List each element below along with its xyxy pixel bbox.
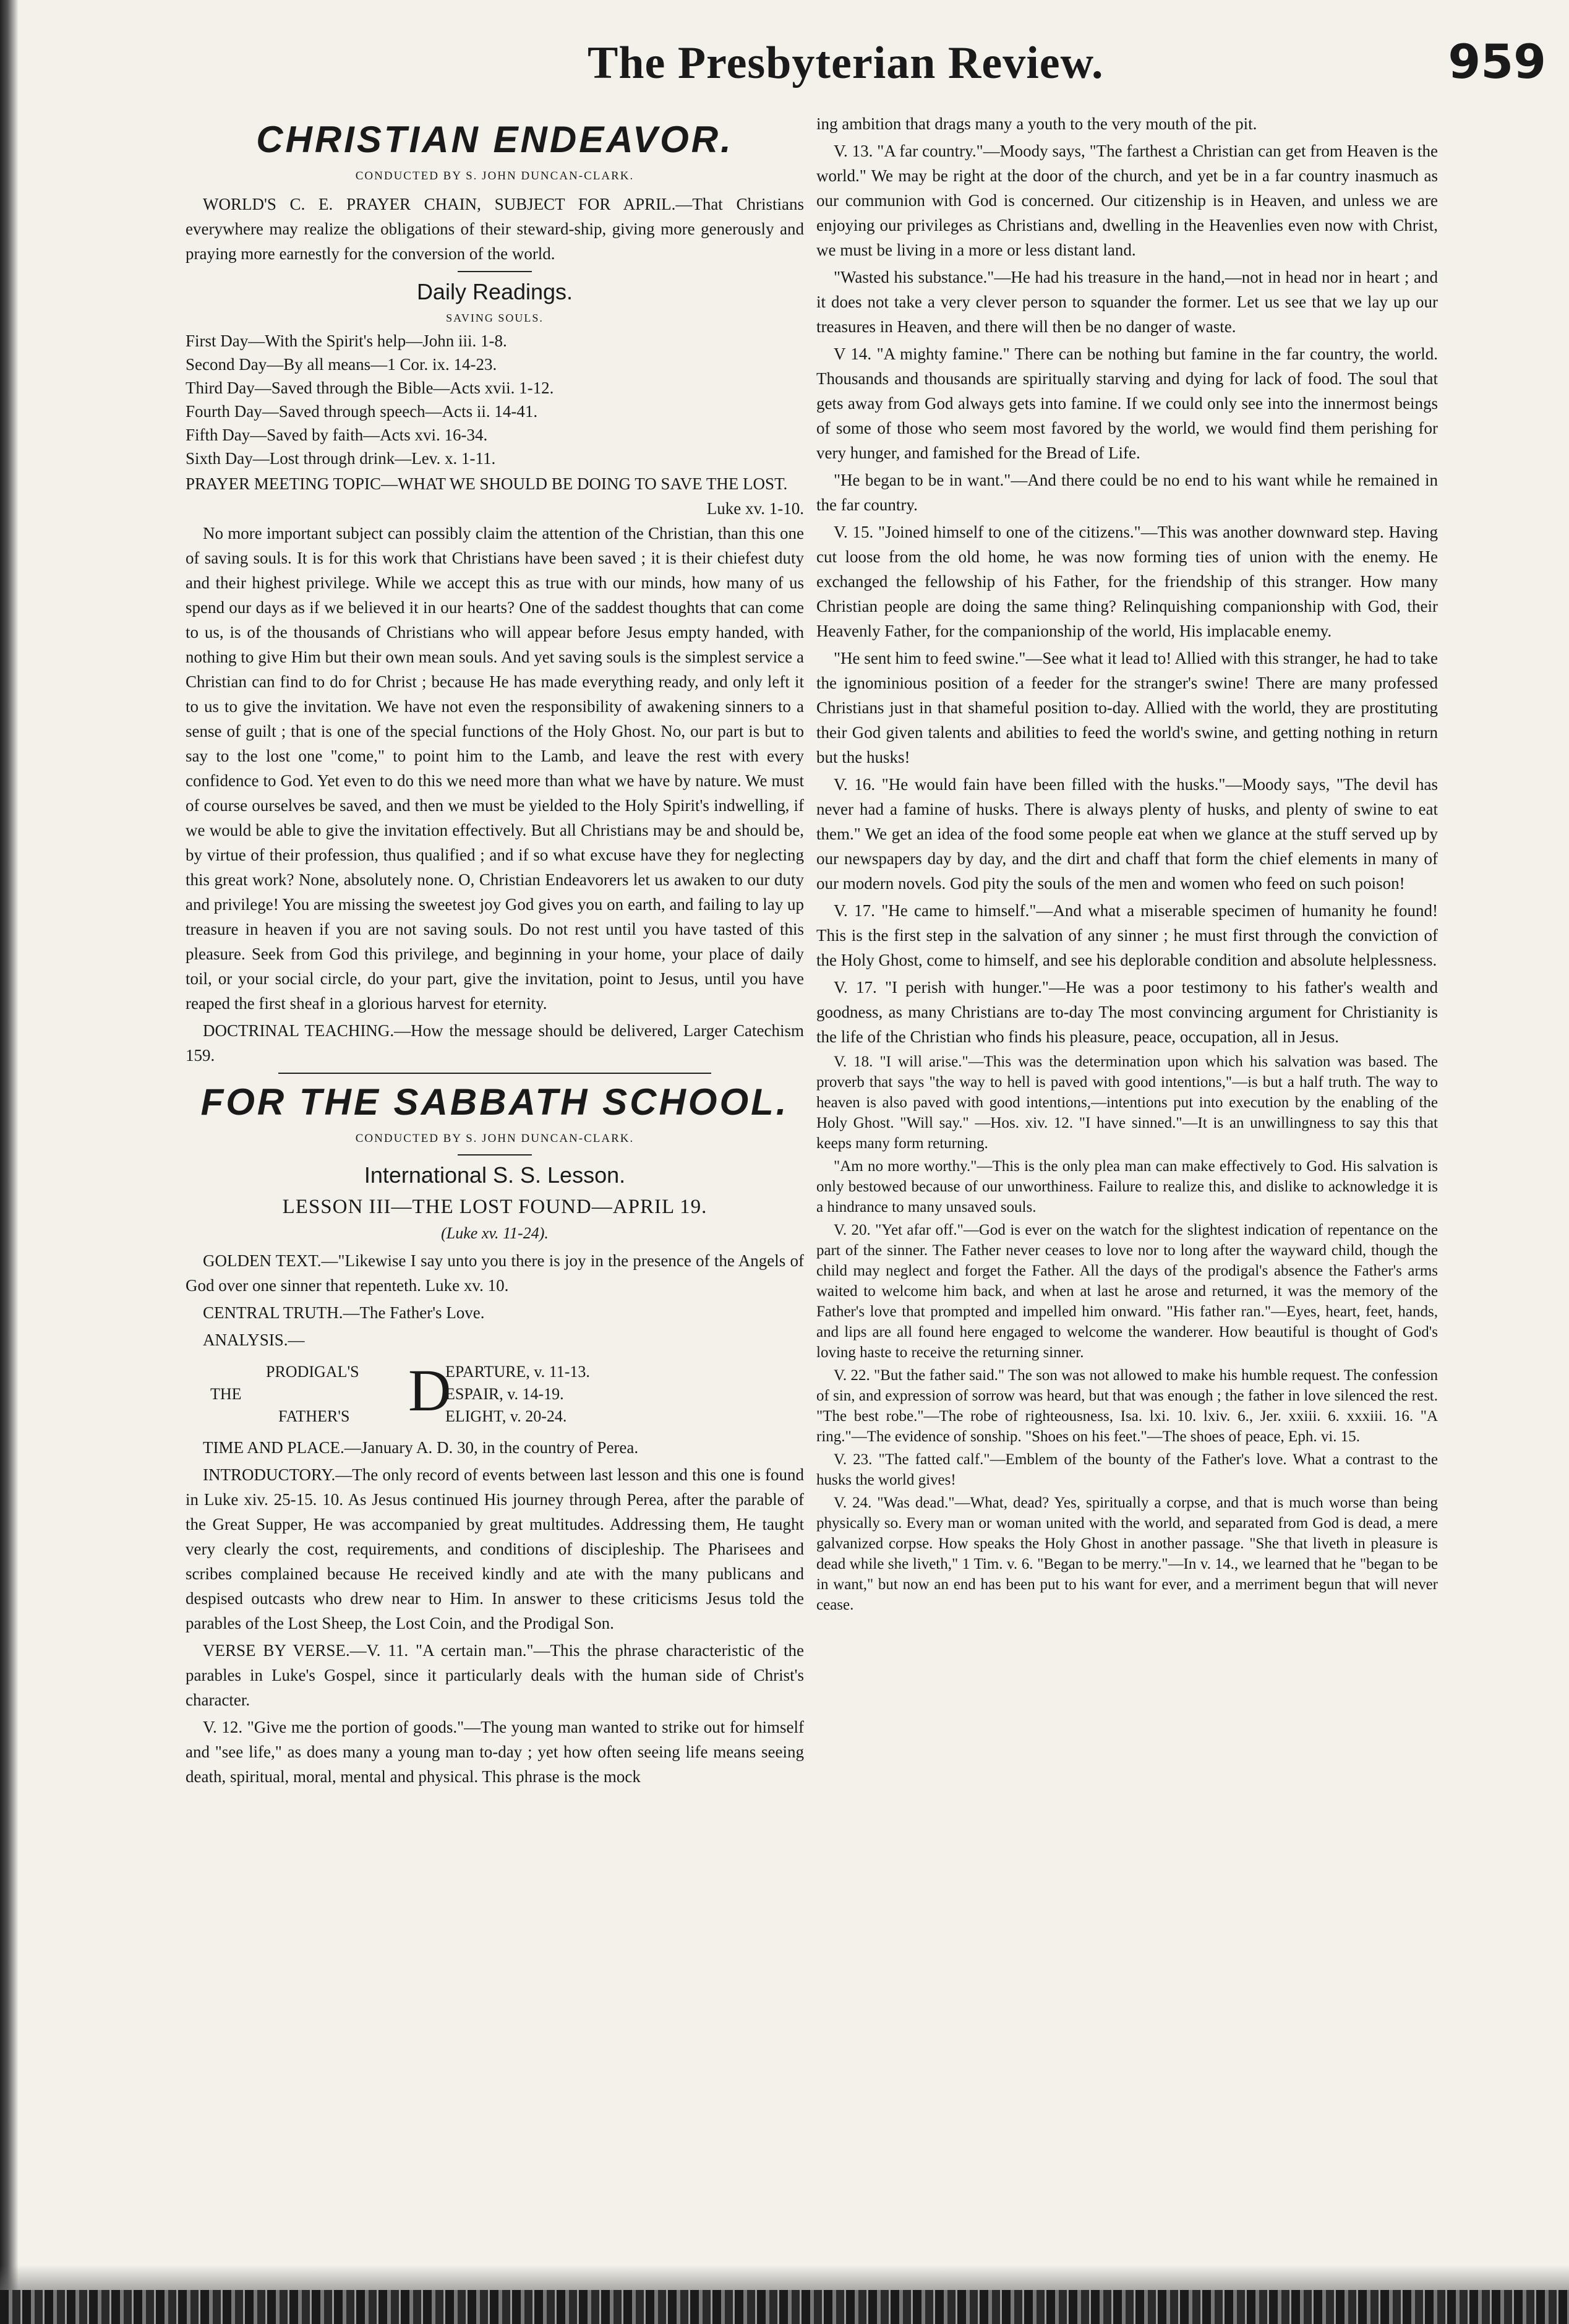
doctrinal-teaching: DOCTRINAL TEACHING.—How the message should be delivered, Larger Catechism 159. [186, 1021, 804, 1065]
commentary-paragraph: V. 17. "He came to himself."—And what a miserable specimen of humanity he found! This is the first step in the salvation of any sinner ; he must first through the conviction of the Holy Ghost, come to himself, and see his deplorable condition and absolute helplessness. [816, 901, 1438, 969]
outline-father: FATHER'S [278, 1407, 350, 1425]
sabbath-school-title: FOR THE SABBATH SCHOOL. [200, 1081, 789, 1123]
lesson-outline [186, 1356, 804, 1430]
analysis-label: ANALYSIS.— [203, 1331, 305, 1349]
ce-body: No more important subject can possibly claim the attention of the Christian, than this one of saving souls. It is for this work that Christians have been saved ; it is their chiefest duty and their highest privilege. While we accept this as true with our minds, how many of us spend our days as if we believed it in our hearts? One of the saddest thoughts that can come to us, is of the thousands of Christians who will appear before Jesus empty handed, with nothing to give Him but their own mean souls. And yet saving souls is the simplest service a Christian can find to do for Christ ; because He has made everything ready, and only left it to us to give the invitation. We have not even the responsibility of awakening sinners to a sense of guilt ; that is one of the special functions of the Holy Ghost. No, our part is but to say to the lost one "come," to point him to the Lamb, and leave the rest with every confidence to God. Yet even to do this we need more than what we have by nature. We must of course ourselves be saved, and then we must be yielded to the Holy Spirit's indwelling, if we would be able to give the invitation effectively. But all Christians may be and should be, by virtue of their profession, thus qualified ; and if so what excuse have they for neglecting this great work? None, absolutely none. O, Christian Endeavorers let us awaken to our duty and privilege! You are missing the sweetest joy God gives you on earth, and failing to lay up treasure in heaven if you are not saving souls. Do not rest until you have tasted of this pleasure. Seek from God this privilege, and beginning in your home, your place of daily toil, or your social circle, do your part, give the invitation, point to Jesus, until you have reaped the first sheaf in a glorious harvest for eternity. [186, 524, 804, 1013]
introductory: INTRODUCTORY.—The only record of events between last lesson and this one is found in Luke xiv. 25-15. 10. As Jesus continued His journey through Perea, after the parable of the Great Supper, He was accompanied by great multitudes. Addressing them, He taught very clearly the cost, requirements, and conditions of discipleship. The Pharisees and scribes complained because He received kindly and ate with the many publicans and despised outcasts who drew near to Him. In answer to these criticisms Jesus told the parables of the Lost Sheep, the Lost Coin, and the Prodigal Son. [186, 1465, 804, 1632]
reading-item: Third Day—Saved through the Bible—Acts xvii. 1-12. [186, 379, 554, 397]
dense-commentary [816, 1052, 1438, 1615]
lesson-reference: (Luke xv. 11-24). [441, 1224, 549, 1242]
commentary-paragraph: V. 15. "Joined himself to one of the citizens."—This was another downward step. Having cut loose from the old home, he was now forming ties of union with the enemy. He exchanged the fellowship of his Father, for the friendship of this stranger. How many Christian people are doing the same thing? Relinquishing companionship with God, their Heavenly Father, for the companionship of the world, His implacable enemy. [816, 523, 1438, 640]
left-column [186, 111, 804, 1791]
page-number: 959 [1448, 34, 1546, 89]
commentary-paragraph: V. 23. "The fatted calf."—Emblem of the bounty of the Father's love. What a contrast to the husks the world gives! [816, 1451, 1438, 1488]
commentary-paragraph: V. 22. "But the father said." The son was not allowed to make his humble request. The confession of sin, and expression of sorrow was heard, but that was enough ; the father in love silenced the rest. "The best robe."—The robe of righteousness, Isa. lxi. 10. lxiv. 6., Jer. xxiii. 6. xxxiii. 16. "A ring."—The evidence of sonship. "Shoes on his feet."—The shoes of peace, Eph. vi. 15. [816, 1367, 1438, 1445]
ss-byline: CONDUCTED BY S. JOHN DUNCAN-CLARK. [355, 1132, 635, 1145]
reading-item: Fifth Day—Saved by faith—Acts xvi. 16-34. [186, 426, 488, 444]
commentary-paragraph: V. 24. "Was dead."—What, dead? Yes, spiritually a corpse, and that is much worse than being physically so. Every man or woman united with the world, and separated from God is dead, a mere galvanized corpse. How speaks the Holy Ghost in another passage. "She that liveth in pleasure is dead while she liveth," 1 Tim. v. 6. "Began to be merry."—In v. 14., we learned that he "began to be in want," but now an end has been put to his want for ever, and a merriment begun that will never cease. [816, 1494, 1438, 1613]
right-column [816, 111, 1438, 1618]
scan-edge-bottom [0, 2290, 1569, 2324]
commentary-paragraph: "He began to be in want."—And there could be no end to his want while he remained in the far country. [816, 471, 1438, 514]
commentary-paragraph: "He sent him to feed swine."—See what it lead to! Allied with this stranger, he had to take the ignominious position of a feeder for the stranger's swine! There are many professed Christians just in that shameful position to-day. Allied with the world, they are prostituting their God given talents and abilities to feed the world's swine, and getting nothing in return but the husks! [816, 649, 1438, 766]
commentary-paragraph: "Wasted his substance."—He had his treasure in the hand,—not in head nor in heart ; and it does not take a very clever person to squander the former. Let us see that we lay up our treasures in Heaven, and there will then be no danger of waste. [816, 268, 1438, 336]
reading-item: Sixth Day—Lost through drink—Lev. x. 1-11. [186, 449, 496, 468]
commentary-paragraph: V. 17. "I perish with hunger."—He was a poor testimony to his father's wealth and goodness, as many Christians are to-day The most convincing argument for Christianity is the life of the Christian who finds his pleasure, peace, occupation, all in Jesus. [816, 978, 1438, 1046]
commentary-paragraph: V. 18. "I will arise."—This was the determination upon which his salvation was based. The proverb that says "the way to hell is paved with good intentions,"—is but a half truth. The way to heaven is also paved with good intentions,—intentions put into execution by the enabling of the Holy Ghost. "Will say." —Hos. xiv. 12. "I have sinned."—It is an unwillingness to say this that keeps many form returning. [816, 1053, 1438, 1152]
lesson-title: LESSON III—THE LOST FOUND—APRIL 19. [282, 1196, 708, 1218]
page-header [37, 25, 1546, 99]
reading-item: Second Day—By all means—1 Cor. ix. 14-23. [186, 355, 497, 374]
outline-departure: EPARTURE, v. 11-13. [445, 1363, 590, 1381]
outline-prodigal: PRODIGAL'S [266, 1363, 359, 1381]
commentary-paragraph: "Am no more worthy."—This is the only plea man can make effectively to God. His salvation is only bestowed because of our unworthiness. Failure to realize this, and dislike to acknowledge it is a hindrance to many unsaved souls. [816, 1158, 1438, 1216]
golden-text: GOLDEN TEXT.—"Likewise I say unto you there is joy in the presence of the Angels of God over one sinner that repenteth. Luke xv. 10. [186, 1251, 804, 1295]
outline-delight: ELIGHT, v. 20-24. [445, 1407, 567, 1425]
divider [458, 271, 532, 272]
verse-12: V. 12. "Give me the portion of goods."—The young man wanted to strike out for himself and "see life," as does many a young man to-day ; yet how often seeing life means seeing death, spiritual, moral, mental and physical. This phrase is the mock [186, 1718, 804, 1786]
commentary-paragraph: V. 16. "He would fain have been filled with the husks."—Moody says, "The devil has never had a famine of husks. There is always plenty of husks, and plenty of swine to eat them." We get an idea of the food some people eat when we glance at the stuff served up by our newspapers day by day, and the dirt and chaff that form the chief elements in many of our modern novels. God pity the souls of the men and women who feed on such poison! [816, 775, 1438, 893]
ce-intro: WORLD'S C. E. PRAYER CHAIN, SUBJECT FOR APRIL.—That Christians everywhere may realize the obligations of their steward-ship, giving more generously and praying more earnestly for the conversion of the world. [186, 195, 804, 263]
daily-readings-subheading: SAVING SOULS. [446, 312, 544, 324]
divider [458, 1154, 532, 1156]
readings-list [186, 329, 804, 470]
reading-item: Fourth Day—Saved through speech—Acts ii. 14-41. [186, 402, 538, 421]
central-truth: CENTRAL TRUTH.—The Father's Love. [203, 1303, 485, 1322]
prayer-topic: PRAYER MEETING TOPIC—WHAT WE SHOULD BE DOING TO SAVE THE LOST. [186, 474, 788, 493]
scan-edge-left [0, 0, 19, 2324]
international-lesson-heading: International S. S. Lesson. [364, 1162, 626, 1188]
commentary-paragraph: V 14. "A mighty famine." There can be nothing but famine in the far country, the world. Thousands and thousands are spiritually starving and dying for lack of food. The soul that gets away from God always gets into famine. If we could only see into the innermost beings of some of those who seem most favored by the world, we would find them perishing for very hunger, and famished for the Bread of Life. [816, 345, 1438, 462]
commentary-paragraph: V. 20. "Yet afar off."—God is ever on the watch for the slightest indication of repentance on the part of the sinner. The Father never ceases to love nor to long after the wayward child, though the child may neglect and forget the Father. All the days of the prodigal's absence the Father's arms waited to welcome him back, and when at last he arose and returned, it was the memory of the Father's love that prompted and impelled him onward. "His father ran."—Eyes, heart, feet, hands, and lips are all found here engaged to welcome the wanderer. How beautiful is thought of God's loving haste to receive the returning sinner. [816, 1222, 1438, 1361]
divider [278, 1073, 711, 1074]
christian-endeavor-title: CHRISTIAN ENDEAVOR. [256, 119, 733, 160]
outline-the: THE [210, 1385, 242, 1403]
prayer-reference: Luke xv. 1-10. [706, 499, 804, 518]
outline-initial-d: D [408, 1357, 451, 1423]
time-and-place: TIME AND PLACE.—January A. D. 30, in the country of Perea. [203, 1438, 639, 1457]
reading-item: First Day—With the Spirit's help—John iii. 1-8. [186, 332, 507, 350]
running-title: The Presbyterian Review. [588, 38, 1104, 88]
daily-readings-heading: Daily Readings. [416, 279, 573, 304]
verse-11: VERSE BY VERSE.—V. 11. "A certain man."—This the phrase characteristic of the parables in Luke's Gospel, since it particularly deals with the human side of Christ's character. [186, 1641, 804, 1709]
commentary-paragraph: V. 13. "A far country."—Moody says, "The farthest a Christian can get from Heaven is the world." We may be right at the door of the church, and yet be in a far country inasmuch as our communion with God is concerned. Our citizenship is in Heaven, and unless we are enjoying our privileges as Christians and, dwelling in the Heavenlies even now with Christ, we must be living in a more or less distant land. [816, 142, 1438, 259]
outline-despair: ESPAIR, v. 14-19. [445, 1385, 564, 1403]
ce-byline: CONDUCTED BY S. JOHN DUNCAN-CLARK. [355, 169, 635, 182]
continued-paragraph: ing ambition that drags many a youth to the very mouth of the pit. [816, 114, 1257, 133]
scan-edge-bottom-fade [0, 2265, 1569, 2290]
